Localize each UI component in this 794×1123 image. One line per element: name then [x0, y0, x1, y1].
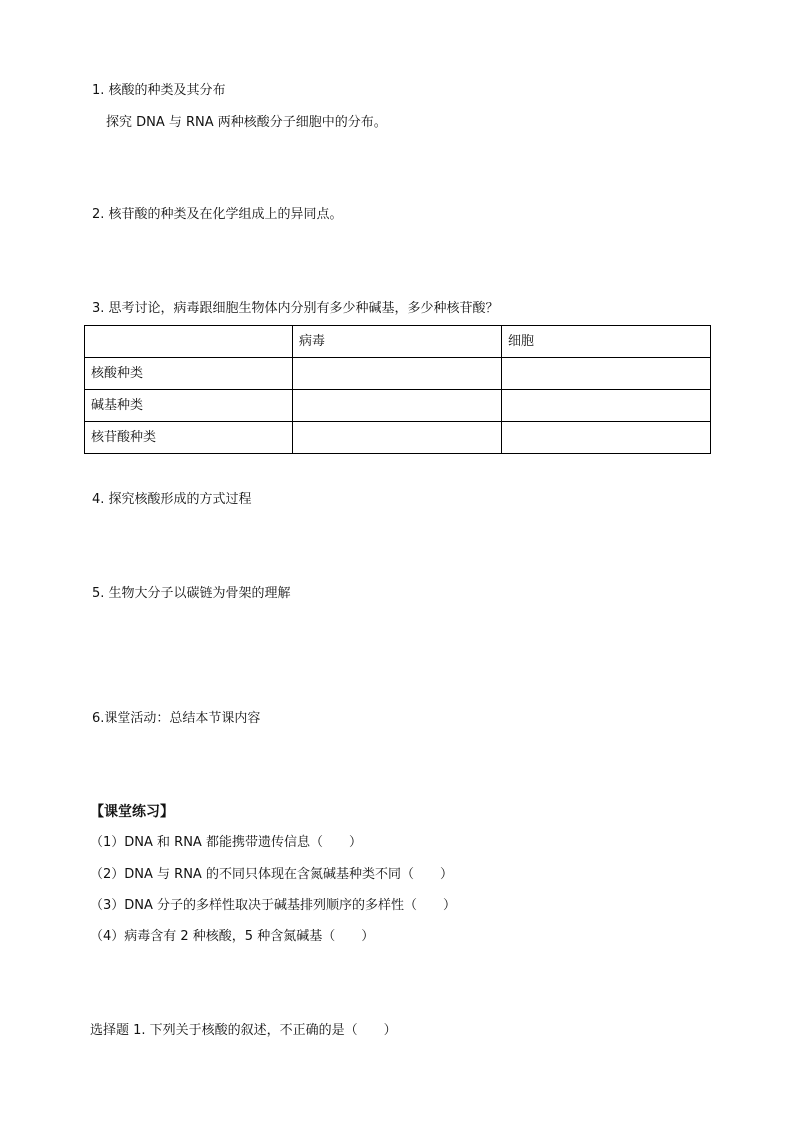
- table-cell-virus: [293, 390, 502, 422]
- table-header-cell: 病毒: [293, 326, 502, 358]
- section-1-title: 1. 核酸的种类及其分布: [92, 83, 226, 98]
- table-row: [85, 358, 711, 390]
- section-5-title: 5. 生物大分子以碳链为骨架的理解: [92, 586, 291, 601]
- section-2-title: 2. 核苷酸的种类及在化学组成上的异同点。: [92, 207, 343, 222]
- practice-item: （1）DNA 和 RNA 都能携带遗传信息（ ）: [90, 835, 362, 850]
- section-4-title: 4. 探究核酸形成的方式过程: [92, 492, 252, 507]
- table-header-row: [85, 326, 711, 358]
- table-header-cell: 细胞: [502, 326, 711, 358]
- table-cell-cell: [502, 390, 711, 422]
- table-cell-cell: [502, 422, 711, 454]
- section-1-body: 探究 DNA 与 RNA 两种核酸分子细胞中的分布。: [106, 115, 387, 130]
- practice-item: （4）病毒含有 2 种核酸，5 种含氮碱基（ ）: [90, 929, 375, 944]
- table-row-label: 碱基种类: [85, 390, 293, 422]
- table-cell-virus: [293, 422, 502, 454]
- practice-item: （2）DNA 与 RNA 的不同只体现在含氮碱基种类不同（ ）: [90, 867, 453, 882]
- comparison-table: [84, 325, 711, 454]
- section-3-title: 3. 思考讨论，病毒跟细胞生物体内分别有多少种碱基，多少种核苷酸？: [92, 301, 499, 316]
- table-row: [85, 390, 711, 422]
- table-cell-virus: [293, 358, 502, 390]
- table-header-cell: [85, 326, 293, 358]
- section-6-title: 6.课堂活动：总结本节课内容: [92, 711, 261, 726]
- table-row-label: 核酸种类: [85, 358, 293, 390]
- table-row: [85, 422, 711, 454]
- practice-heading: 【课堂练习】: [90, 804, 174, 820]
- table-row-label: 核苷酸种类: [85, 422, 293, 454]
- table-cell-cell: [502, 358, 711, 390]
- choice-question: 选择题 1. 下列关于核酸的叙述，不正确的是（ ）: [90, 1023, 397, 1038]
- practice-item: （3）DNA 分子的多样性取决于碱基排列顺序的多样性（ ）: [90, 898, 457, 913]
